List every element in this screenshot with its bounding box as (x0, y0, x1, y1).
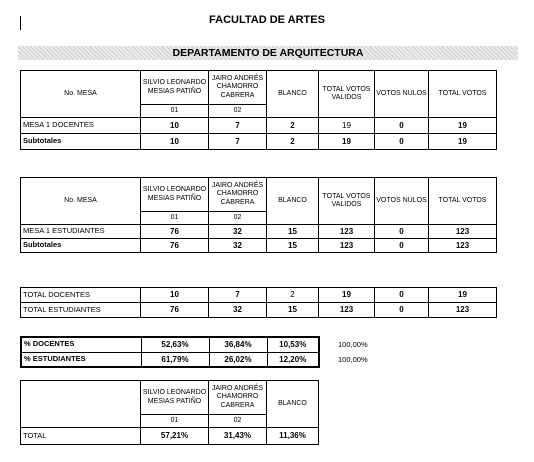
header-code2: 02 (209, 212, 267, 225)
header-cand1: SILVIO LEONARDO MESIAS PATIÑO (141, 178, 209, 212)
totals-table (20, 287, 497, 318)
table-row: MESA 1 ESTUDIANTES 76 32 15 123 0 123 (21, 225, 497, 239)
percent-docentes-sum: 100,00% (338, 340, 368, 349)
header-code1: 01 (141, 212, 209, 225)
header-mesa: No. MESA (21, 178, 141, 225)
header-total: TOTAL VOTOS (429, 178, 497, 225)
header-code1: 01 (141, 105, 209, 118)
header-code2: 02 (209, 415, 267, 428)
table-row: MESA 1 DOCENTES 10 7 2 19 0 19 (21, 118, 497, 134)
header-total: TOTAL VOTOS (429, 71, 497, 118)
estudiantes-table (20, 177, 497, 253)
department-title: DEPARTAMENTO DE ARQUITECTURA (172, 47, 364, 59)
header-cand2: JAIRO ANDRÉS CHAMORRO CABRERA (209, 178, 267, 212)
header-empty (21, 381, 141, 428)
table-row: % ESTUDIANTES 61,79% 26,02% 12,20% (21, 352, 319, 367)
header-cand1: SILVIO LEONARDO MESIAS PATIÑO (141, 71, 209, 105)
percent-table (20, 336, 320, 368)
table-row: % DOCENTES 52,63% 36,84% 10,53% (21, 337, 319, 352)
subtotal-row: Subtotales 10 7 2 19 0 19 (21, 134, 497, 150)
header-validos: TOTAL VOTOS VALIDOS (319, 71, 375, 118)
table-row: TOTAL DOCENTES 10 7 2 19 0 19 (21, 288, 497, 303)
header-nulos: VOTOS NULOS (375, 178, 429, 225)
header-blanco: BLANCO (267, 178, 319, 225)
header-mesa: No. MESA (21, 71, 141, 118)
docentes-table (20, 70, 497, 150)
table-row: TOTAL ESTUDIANTES 76 32 15 123 0 123 (21, 303, 497, 318)
header-cand2: JAIRO ANDRÉS CHAMORRO CABRERA (209, 381, 267, 415)
header-code1: 01 (141, 415, 209, 428)
table-row: TOTAL 57,21% 31,43% 11,36% (21, 428, 319, 445)
header-cand1: SILVIO LEONARDO MESIAS PATIÑO (141, 381, 209, 415)
header-validos: TOTAL VOTOS VALIDOS (319, 178, 375, 225)
header-code2: 02 (209, 105, 267, 118)
final-table (20, 380, 319, 445)
subtotal-row: Subtotales 76 32 15 123 0 123 (21, 239, 497, 253)
header-nulos: VOTOS NULOS (375, 71, 429, 118)
header-blanco: BLANCO (267, 381, 319, 428)
percent-estudiantes-sum: 100,00% (338, 355, 368, 364)
faculty-title: FACULTAD DE ARTES (209, 14, 325, 26)
header-cand2: JAIRO ANDRÉS CHAMORRO CABRERA (209, 71, 267, 105)
header-blanco: BLANCO (267, 71, 319, 118)
